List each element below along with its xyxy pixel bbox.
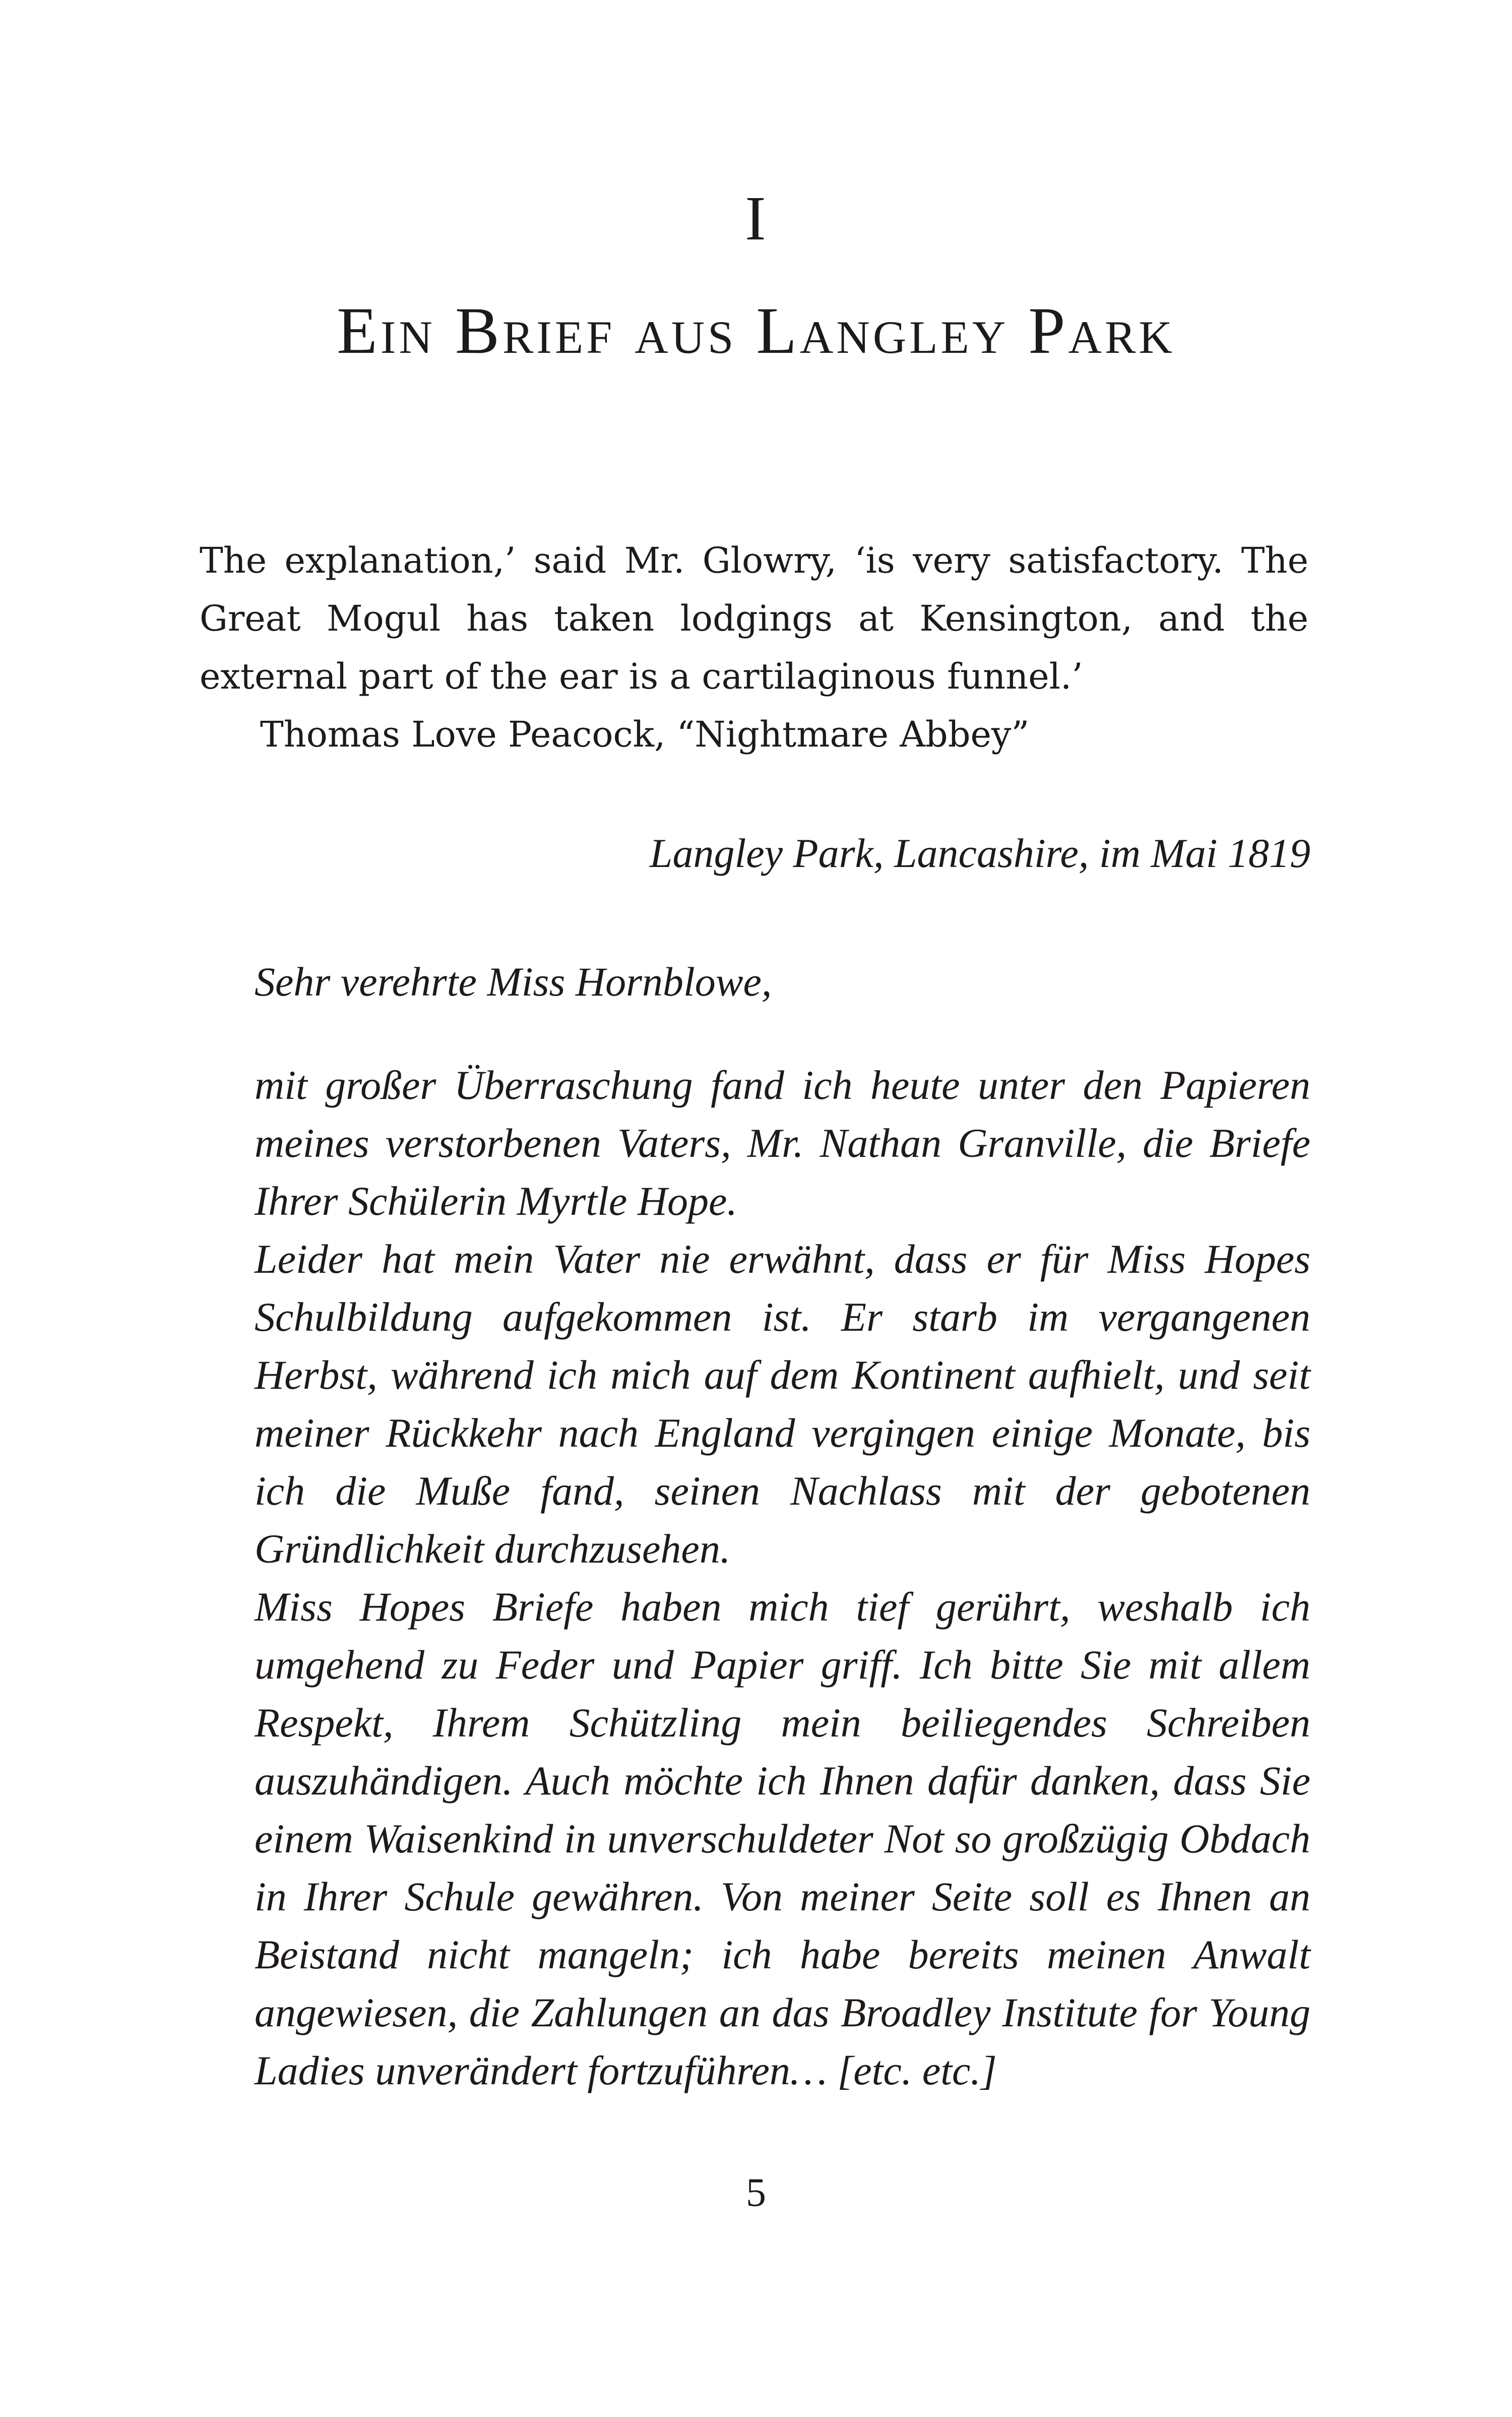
letter-paragraph: Leider hat mein Vater nie erwähnt, dass er für Miss Hopes Schulbildung aufgekommen ist. Er starb im vergangenen Herbst, während ich mich auf dem Kontinent aufhielt, und seit meiner Rückkehr nach England vergingen einige Monate, bis ich die Muße fand, seinen Nachlass mit der gebotenen Gründlichkeit durchzusehen. — [255, 1236, 1310, 1572]
page-number: 5 — [746, 2171, 766, 2215]
chapter-number: I — [745, 184, 767, 254]
epigraph-quote: The explanation,’ said Mr. Glowry, ‘is very satisfactory. The Great Mogul has taken lodgings at Kensington, and the external part of the ear is a cartilaginous funnel.’ — [200, 540, 1308, 697]
letter-salutation: Sehr verehrte Miss Hornblowe, — [255, 959, 772, 1005]
letter-body — [255, 1056, 1310, 2099]
letter-place-date: Langley Park, Lancashire, im Mai 1819 — [649, 830, 1310, 876]
epigraph — [200, 532, 1308, 764]
epigraph-source: Thomas Love Peacock, “Nightmare Abbey” — [260, 714, 1030, 755]
letter-paragraph: Miss Hopes Briefe haben mich tief gerührt, weshalb ich umgehend zu Feder und Papier griff. Ich bitte Sie mit allem Respekt, Ihrem Schützling mein beiliegendes Schreiben auszuhändigen. Auch möchte ich Ihnen dafür danken, dass Sie einem Waisenkind in unverschuldeter Not so großzügig Obdach in Ihrer Schule gewähren. Von meiner Seite soll es Ihnen an Beistand nicht mangeln; ich habe bereits meinen Anwalt angewiesen, die Zahlungen an das Broadley Institute for Young Ladies unverändert fortzuführen… [etc. etc.] — [255, 1584, 1310, 2093]
letter-paragraph: mit großer Überraschung fand ich heute unter den Papieren meines verstorbenen Vaters, Mr. Nathan Granville, die Briefe Ihrer Schülerin Myrtle Hope. — [255, 1062, 1310, 1224]
chapter-title: Ein Brief aus Langley Park — [337, 293, 1175, 367]
